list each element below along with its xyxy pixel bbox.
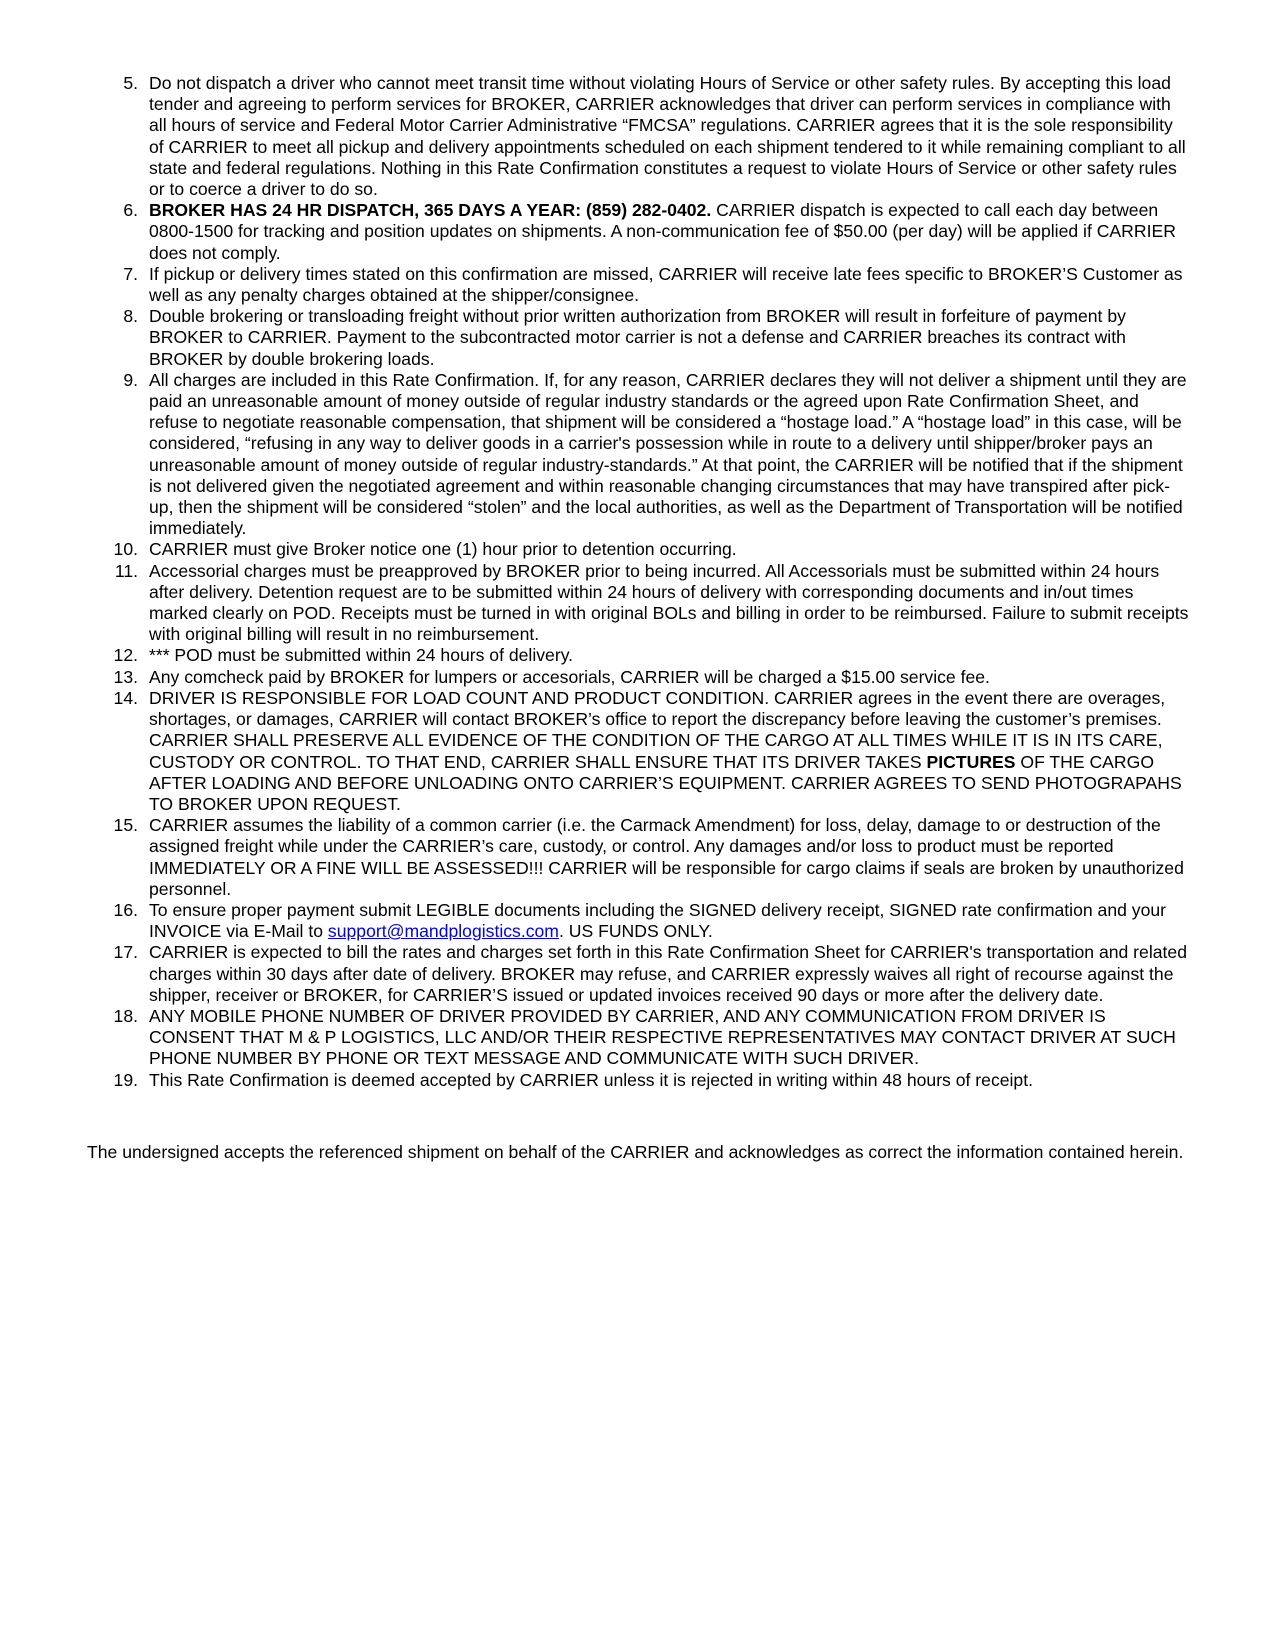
term-item [110,942,1190,1006]
term-item [110,264,1190,306]
term-number: 10. [113,539,138,560]
term-item [110,73,1190,200]
term-number: 8. [123,306,138,327]
term-number: 13. [113,666,138,687]
term-text: All charges are included in this Rate Confirmation. If, for any reason, CARRIER declares they will not deliver a shipment until they are paid an unreasonable amount of money outside of regular industry standards or the agreed upon Rate Confirmation Sheet, and refuse to negotiate reasonable compensation, that shipment will be considered a “hostage load.” A “hostage load” in this case, will be considered, “refusing in any way to deliver goods in a carrier's possession while in route to a delivery until shipper/broker pays an unreasonable amount of money outside of regular industry-standards.” At that point, the CARRIER will be notified that if the shipment is not delivered given the negotiated agreement and within reasonable changing circumstances that may have transpired after pick-up, then the shipment will be considered “stolen” and the local authorities, as well as the Department of Transportation will be notified immediately. [149,369,1187,539]
term-text: CARRIER dispatch is expected to call each day between 0800-1500 for tracking and position updates on shipments. A non-communication fee of $50.00 (per day) will be applied if CARRIER does not comply. [149,200,1176,263]
acceptance-statement: The undersigned accepts the referenced shipment on behalf of the CARRIER and acknowledges as correct the information contained herein. [87,1142,1184,1162]
pictures-bold-text: PICTURES [926,751,1016,772]
term-number: 7. [123,263,138,284]
term-item [110,200,1190,264]
term-item [110,688,1190,815]
term-item [110,1070,1190,1091]
term-text: If pickup or delivery times stated on this confirmation are missed, CARRIER will receive late fees specific to BROKER’S Customer as well as any penalty charges obtained at the shipper/consignee. [149,263,1183,306]
term-number: 6. [123,200,138,221]
term-number: 19. [113,1069,138,1090]
term-text: Double brokering or transloading freight without prior written authorization from BROKER will result in forfeiture of payment by BROKER to CARRIER. Payment to the subcontracted motor carrier is not a defense and CARRIER breaches its contract with BROKER by double brokering loads. [149,306,1126,369]
term-number: 14. [113,687,138,708]
term-text: Any comcheck paid by BROKER for lumpers or accesorials, CARRIER will be charged a $15.00 service fee. [149,666,990,687]
term-number: 16. [113,899,138,920]
term-number: 9. [123,369,138,390]
term-text-after: OF THE CARGO AFTER LOADING AND BEFORE UNLOADING ONTO CARRIER’S EQUIPMENT. CARRIER AGREES TO SEND PHOTOGRAPAHS TO BROKER UPON REQUEST. [149,751,1182,814]
term-text: *** POD must be submitted within 24 hours of delivery. [149,645,574,666]
term-item [110,815,1190,900]
term-item [110,306,1190,370]
term-text: Do not dispatch a driver who cannot meet transit time without violating Hours of Service or other safety rules. By accepting this load tender and agreeing to perform services for BROKER, CARRIER acknowledges that driver can perform services in compliance with all hours of service and Federal Motor Carrier Administrative “FMCSA” regulations. CARRIER agrees that it is the sole responsibility of CARRIER to meet all pickup and delivery appointments scheduled on each shipment tendered to it while remaining compliant to all state and federal regulations. Nothing in this Rate Confirmation constitutes a request to violate Hours of Service or other safety rules or to coerce a driver to do so. [149,73,1186,200]
term-text: CARRIER is expected to bill the rates and charges set forth in this Rate Confirmation Sheet for CARRIER's transportation and related charges within 30 days after date of delivery. BROKER may refuse, and CARRIER expressly waives all right of recourse against the shipper, receiver or BROKER, for CARRIER’S issued or updated invoices received 90 days or more after the delivery date. [149,942,1187,1005]
dispatch-phone-bold-text: BROKER HAS 24 HR DISPATCH, 365 DAYS A YEAR: (859) 282-0402. [149,200,712,221]
term-number: 12. [113,645,138,666]
term-item [110,900,1190,942]
term-text: This Rate Confirmation is deemed accepted by CARRIER unless it is rejected in writing within 48 hours of receipt. [149,1069,1033,1090]
term-item [110,1006,1190,1070]
term-text: Accessorial charges must be preapproved by BROKER prior to being incurred. All Accessorials must be submitted within 24 hours after delivery. Detention request are to be submitted within 24 hours of delivery with corresponding documents and in/out times marked clearly on POD. Receipts must be turned in with original BOLs and billing in order to be reimbursed. Failure to submit receipts with original billing will result in no reimbursement. [149,560,1189,645]
term-number: 5. [123,73,138,93]
term-number: 18. [113,1005,138,1026]
term-text: CARRIER assumes the liability of a common carrier (i.e. the Carmack Amendment) for loss, delay, damage to or destruction of the assigned freight while under the CARRIER’s care, custody, or control. Any damages and/or loss to product must be reported IMMEDIATELY OR A FINE WILL BE ASSESSED!!! CARRIER will be responsible for cargo claims if seals are broken by unauthorized personnel. [149,815,1184,899]
term-item [110,539,1190,560]
term-number: 17. [113,942,138,963]
term-text: DRIVER IS RESPONSIBLE FOR LOAD COUNT AND PRODUCT CONDITION. CARRIER agrees in the event there are overages, shortages, or damages, CARRIER will contact BROKER’s office to report the discrepancy before leaving the customer’s premises. CARRIER SHALL PRESERVE ALL EVIDENCE OF THE CONDITION OF THE CARGO AT ALL TIMES WHILE IT IS IN ITS CARE, CUSTODY OR CONTROL. TO THAT END, CARRIER SHALL ENSURE THAT ITS DRIVER TAKES [149,687,1166,772]
term-number: 11. [114,560,138,581]
term-text-after: . US FUNDS ONLY. [558,921,713,942]
term-text: CARRIER must give Broker notice one (1) hour prior to detention occurring. [149,539,737,560]
support-email-link[interactable]: support@mandplogistics.com [327,921,559,942]
terms-list [110,73,1190,1091]
term-item [110,561,1190,646]
term-text: ANY MOBILE PHONE NUMBER OF DRIVER PROVIDED BY CARRIER, AND ANY COMMUNICATION FROM DRIVER IS CONSENT THAT M & P LOGISTICS, LLC AND/OR THEIR RESPECTIVE REPRESENTATIVES MAY CONTACT DRIVER AT SUCH PHONE NUMBER BY PHONE OR TEXT MESSAGE AND COMMUNICATE WITH SUCH DRIVER. [149,1005,1176,1069]
term-item [110,370,1190,540]
term-item [110,667,1190,688]
term-text: To ensure proper payment submit LEGIBLE documents including the SIGNED delivery receipt, SIGNED rate confirmation and your INVOICE via E-Mail to [149,899,1167,942]
term-item [110,645,1190,666]
term-number: 15. [113,815,138,836]
